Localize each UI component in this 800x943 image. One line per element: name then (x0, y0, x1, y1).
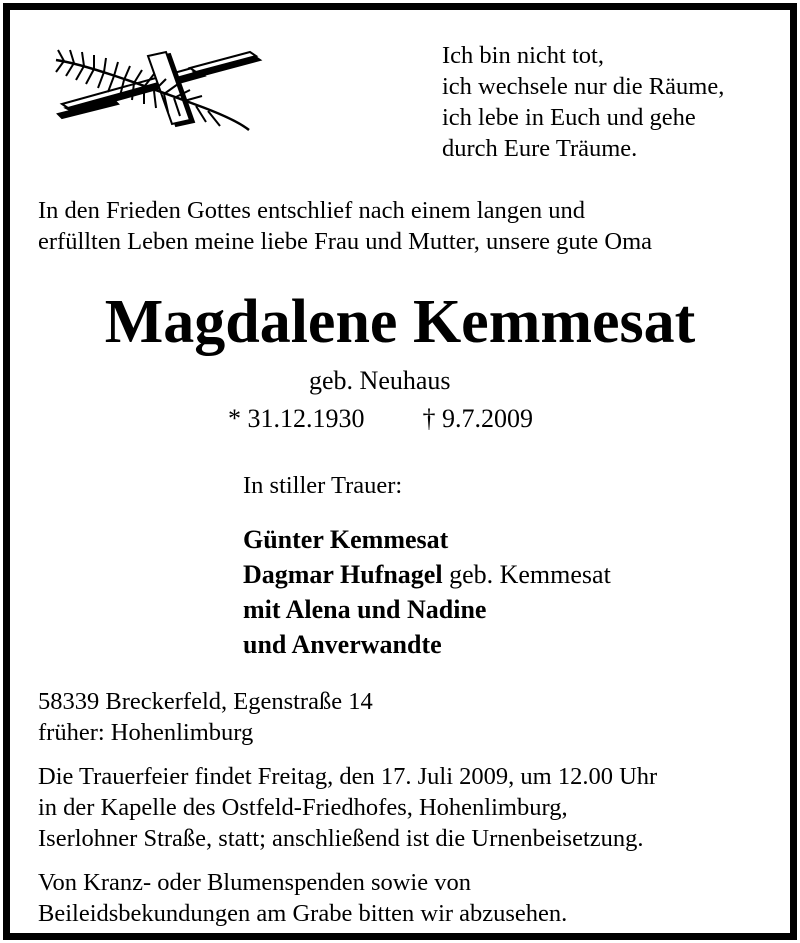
address-line: 58339 Breckerfeld, Egenstraße 14 (38, 688, 373, 715)
poem-line: Ich bin nicht tot, (442, 42, 604, 69)
deceased-name: Magdalene Kemmesat (104, 288, 696, 356)
mourner-entry (243, 522, 611, 557)
flowers-note (38, 867, 567, 929)
mourner-name: Günter Kemmesat (243, 525, 449, 554)
service-line: Iserlohner Straße, statt; anschließend ist die Urnenbeisetzung. (38, 825, 644, 852)
intro-text (38, 195, 652, 257)
address-line: früher: Hohenlimburg (38, 719, 254, 746)
mourner-entry (243, 627, 611, 662)
flowers-line: Beileidsbekundungen am Grabe bitten wir abzusehen. (38, 900, 568, 927)
life-dates (228, 403, 533, 435)
mourner-name: mit Alena und Nadine (243, 595, 487, 624)
poem-line: durch Eure Träume. (442, 135, 638, 162)
poem-line: ich lebe in Euch und gehe (442, 104, 696, 131)
address-block (38, 686, 373, 748)
mourner-name: und Anverwandte (243, 630, 442, 659)
poem (442, 40, 724, 164)
flowers-line: Von Kranz- oder Blumenspenden sowie von (38, 869, 471, 896)
poem-line: ich wechsele nur die Räume, (442, 73, 725, 100)
funeral-service-info (38, 761, 657, 854)
service-line: Die Trauerfeier findet Freitag, den 17. Juli 2009, um 12.00 Uhr (38, 763, 658, 790)
intro-line: In den Frieden Gottes entschlief nach einem langen und (38, 197, 585, 224)
intro-line: erfüllten Leben meine liebe Frau und Mutter, unsere gute Oma (38, 228, 653, 255)
mourner-name: Dagmar Hufnagel (243, 560, 443, 589)
mourners-list (243, 522, 611, 662)
obituary-frame (3, 3, 797, 940)
mourner-entry (243, 557, 611, 592)
mourner-entry (243, 592, 611, 627)
service-line: in der Kapelle des Ostfeld-Friedhofes, Hohenlimburg, (38, 794, 568, 821)
cross-with-palm-frond-icon (44, 42, 269, 134)
death-date: † 9.7.2009 (422, 404, 533, 433)
maiden-name: geb. Neuhaus (309, 366, 451, 395)
birth-date: * 31.12.1930 (228, 404, 365, 433)
mourning-label: In stiller Trauer: (243, 472, 403, 499)
mourner-suffix: geb. Kemmesat (442, 560, 611, 589)
